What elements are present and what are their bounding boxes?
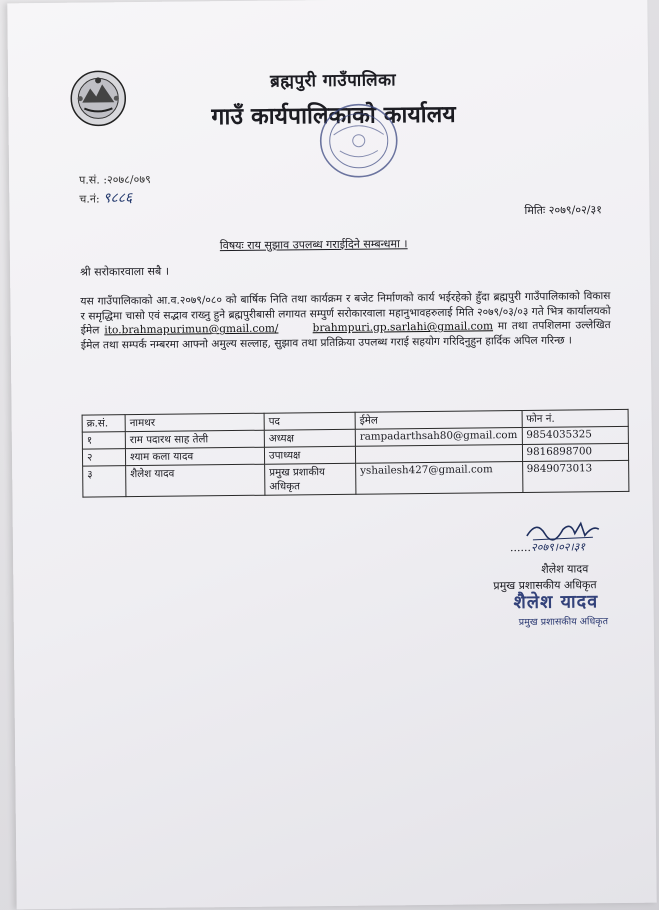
cell-sn: २	[82, 449, 125, 466]
dispatch-value: ९८८६	[103, 190, 133, 207]
cell-phone: 9816898700	[522, 443, 629, 461]
cell-post: प्रमुख प्रशाकीय अधिकृत	[265, 463, 356, 495]
letter-subject: विषयः राय सुझाव उपलब्ध गराईदिने सम्बन्धमा ।	[219, 237, 408, 253]
letter-date: मितिः २०७९/०२/३१	[524, 203, 602, 217]
office-title: गाउँ कार्यपालिकाको कार्यालय	[211, 100, 456, 131]
col-post: पद	[264, 412, 355, 430]
table-row	[83, 460, 629, 497]
col-name: नामथर	[125, 413, 264, 431]
cell-post: उपाध्यक्ष	[264, 446, 355, 464]
cell-name: शैलेश यादव	[126, 464, 265, 496]
office-email-2[interactable]: brahmpuri.gp.sarlahi@gmail.com	[312, 320, 494, 335]
letter-greeting: श्री सरोकारवाला सबै ।	[80, 264, 170, 279]
cell-name: राम पदारथ साह तेली	[125, 430, 264, 448]
signatory-name: शैलेश यादव	[541, 562, 589, 576]
body-part-1: यस गाउँपालिकाको आ.व.२०७९/०८० को बार्षिक निति तथा कार्यक्रम र बजेट निर्माणको कार्य भईरहेको हुँदा ब्रह्मपुरी गाउँपालिकाको विकास र समृद्धिमा चासो एवं सद्भाव राख्नु हुने ब्रह्मपुरीबासी लगायत सम्पुर्ण सरोकारवाला महानुभावहरुलाई मिति २०७९/०३/०३ गते भित्र कार्यालयको ईमेल	[80, 290, 611, 337]
dispatch-number	[79, 188, 132, 208]
cell-name: श्याम कला यादव	[125, 447, 264, 465]
cell-phone: 9849073013	[522, 460, 629, 492]
col-phone: फोन नं.	[522, 409, 629, 427]
signature-handwritten-date: २०७९।०२।३१	[530, 540, 586, 554]
cell-sn: १	[82, 432, 125, 449]
office-name: ब्रह्मपुरी गाउँपालिका	[270, 70, 397, 92]
office-email-1[interactable]: ito.brahmapurimun@gmail.com/	[104, 322, 279, 337]
cell-post: अध्यक्ष	[264, 429, 355, 447]
cell-email[interactable]: yshailesh427@gmail.com	[356, 462, 523, 495]
cell-phone: 9854035325	[522, 426, 629, 444]
name-stamp: शैलेश यादव	[513, 591, 599, 614]
reference-number: प.सं. :२०७८/०७९	[79, 172, 151, 187]
signatory-title: प्रमुख प्रशासकीय अधिकृत	[493, 578, 597, 593]
dispatch-label: च.नं:	[79, 192, 100, 206]
signature-dots: ......	[509, 540, 532, 555]
col-sn: क्र.सं.	[82, 415, 125, 432]
cell-email[interactable]: rampadarthsah80@gmail.com	[355, 428, 522, 447]
signature-line	[510, 539, 585, 555]
cell-sn: ३	[83, 466, 126, 497]
title-stamp: प्रमुख प्रशासकीय अधिकृत	[518, 616, 609, 629]
body-part-2: मा तथा तपशिलमा उल्लेखित ईमेल तथा सम्पर्क नम्बरमा आफ्नो अमुल्य सल्लाह, सुझाव तथा प्रतिक्रिया उपलब्ध गराई सहयोग गरिदिनुहुन हार्दिक अपिल गरिन्छ ।	[80, 319, 611, 352]
nepal-emblem-icon	[68, 68, 129, 129]
office-stamp	[303, 94, 414, 187]
letter-page	[7, 0, 656, 909]
contact-table	[82, 409, 630, 498]
letter-body	[80, 289, 611, 353]
col-email: ईमेल	[355, 411, 522, 430]
cell-email	[355, 445, 522, 464]
